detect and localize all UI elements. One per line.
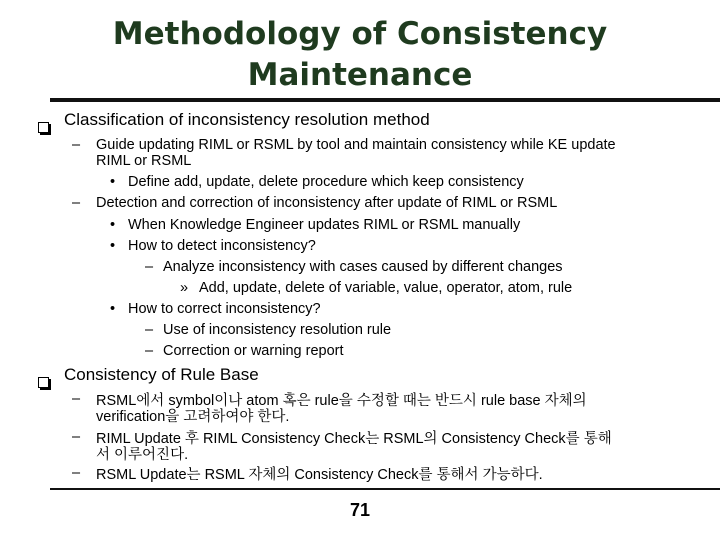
- list-item: How to correct inconsistency?: [128, 301, 321, 317]
- bullet-marker: •: [110, 301, 116, 317]
- page-number: 71: [349, 500, 371, 520]
- dash-marker: –: [145, 322, 154, 338]
- list-item: When Knowledge Engineer updates RIML or RSML manually: [128, 217, 521, 233]
- dash-marker: –: [72, 195, 81, 211]
- dash-marker: –: [72, 391, 81, 407]
- list-item: Add, update, delete of variable, value, operator, atom, rule: [199, 280, 573, 296]
- list-item: Analyze inconsistency with cases caused by different changes: [163, 259, 563, 275]
- bullet-marker: •: [110, 217, 116, 233]
- list-item: verification을 고려하여야 한다.: [96, 409, 290, 425]
- dash-marker: –: [145, 343, 154, 359]
- list-item: Guide updating RIML or RSML by tool and maintain consistency while KE update: [96, 137, 616, 153]
- list-item: 서 이루어진다.: [96, 447, 189, 463]
- footer-divider: [50, 488, 720, 490]
- section-heading-2: Consistency of Rule Base: [64, 365, 259, 384]
- slide-title: [0, 14, 720, 96]
- dash-marker: –: [72, 465, 81, 481]
- dash-marker: –: [72, 429, 81, 445]
- list-item: How to detect inconsistency?: [128, 238, 316, 254]
- title-line-1: Methodology of Consistency: [112, 16, 608, 52]
- title-divider: [50, 98, 720, 102]
- list-item: Correction or warning report: [163, 343, 344, 359]
- dash-marker: –: [145, 259, 154, 275]
- section-heading-1: Classification of inconsistency resolution method: [64, 110, 430, 129]
- bullet-marker: •: [110, 238, 116, 254]
- list-item: RSML에서 symbol이나 atom 혹은 rule을 수정할 때는 반드시 rule base 자체의: [96, 393, 587, 409]
- square-bullet-icon: [38, 122, 49, 133]
- dash-marker: –: [72, 137, 81, 153]
- square-bullet-icon: [38, 377, 49, 388]
- guillemet-marker: »: [180, 280, 189, 296]
- bullet-marker: •: [110, 174, 116, 190]
- list-item: Use of inconsistency resolution rule: [163, 322, 392, 338]
- list-item: RSML Update는 RSML 자체의 Consistency Check를 통해서 가능하다.: [96, 467, 543, 483]
- list-item: RIML Update 후 RIML Consistency Check는 RSML의 Consistency Check를 통해: [96, 431, 612, 447]
- list-item: Define add, update, delete procedure which keep consistency: [128, 174, 524, 190]
- list-item: RIML or RSML: [96, 153, 192, 169]
- title-line-2: Maintenance: [247, 57, 473, 93]
- list-item: Detection and correction of inconsistency after update of RIML or RSML: [96, 195, 558, 211]
